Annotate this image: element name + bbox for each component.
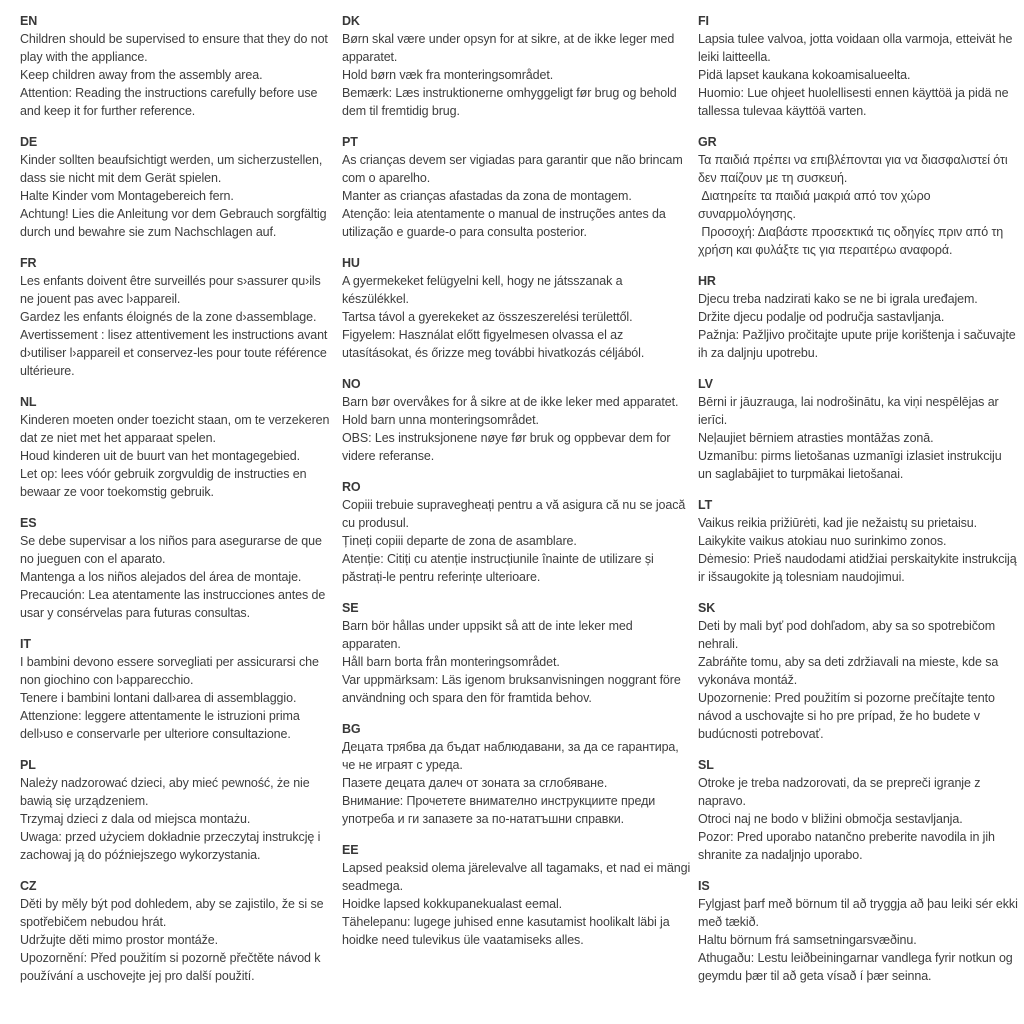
- instruction-sentence: Tenere i bambini lontani dall›area di assemblaggio.: [20, 691, 297, 705]
- lang-code-sk: SK: [698, 601, 716, 615]
- lang-block-fr: [20, 254, 336, 380]
- lang-block-sk: [698, 599, 1018, 743]
- instruction-sentence: Laikykite vaikus atokiau nuo surinkimo zonos.: [698, 534, 947, 548]
- instruction-sentence: Mantenga a los niños alejados del área de montaje.: [20, 570, 302, 584]
- instruction-sentence: Precaución: Lea atentamente las instrucciones antes de usar y consérvelas para futuras consultas.: [20, 588, 329, 620]
- lang-block-en: [20, 12, 336, 120]
- instruction-sentence: Zabráňte tomu, aby sa deti zdržiavali na mieste, kde sa vykonáva montáž.: [698, 655, 1002, 687]
- lang-code-nl: NL: [20, 395, 37, 409]
- instruction-sentence: Children should be supervised to ensure that they do not play with the appliance.: [20, 32, 332, 64]
- lang-code-hu: HU: [342, 256, 360, 270]
- instruction-sentence: Huomio: Lue ohjeet huolellisesti ennen käyttöä ja pidä ne tallessa tulevaa käyttöä varten.: [698, 86, 1012, 118]
- lang-block-gr: [698, 133, 1018, 259]
- lang-code-is: IS: [698, 879, 710, 893]
- instruction-sentence: Børn skal være under opsyn for at sikre, at de ikke leger med apparatet.: [342, 32, 678, 64]
- instruction-sentence: Bērni ir jāuzrauga, lai nodrošinātu, ka viņi nespēlējas ar ierīci.: [698, 395, 1002, 427]
- lang-code-ee: EE: [342, 843, 359, 857]
- lang-block-ro: [342, 478, 692, 586]
- instruction-sentence: Bemærk: Læs instruktionerne omhyggeligt før brug og behold dem til fremtidig brug.: [342, 86, 681, 118]
- instruction-sentence: Manter as crianças afastadas da zona de montagem.: [342, 189, 632, 203]
- instruction-sentence: Udržujte děti mimo prostor montáže.: [20, 933, 218, 947]
- instruction-sentence: Внимание: Прочетете внимателно инструкциите преди употреба и ги запазете за по-нататъшни справки.: [342, 794, 659, 826]
- instruction-sentence: Držite djecu podalje od područja sastavljanja.: [698, 310, 945, 324]
- lang-block-sl: [698, 756, 1018, 864]
- lang-code-pt: PT: [342, 135, 358, 149]
- instruction-sentence: Προσοχή: Διαβάστε προσεκτικά τις οδηγίες πριν από τη χρήση και φυλάξτε τις για περαιτέρω αναφορά.: [698, 225, 1007, 257]
- instruction-sentence: Attention: Reading the instructions carefully before use and keep it for further reference.: [20, 86, 321, 118]
- instruction-sentence: Atenție: Citiți cu atenție instrucțiunile înainte de utilizare și păstrați-le pentru referințe ulterioare.: [342, 552, 658, 584]
- lang-code-se: SE: [342, 601, 359, 615]
- instruction-sentence: Pažnja: Pažljivo pročitajte upute prije korištenja i sačuvajte ih za daljnju upotrebu.: [698, 328, 1019, 360]
- lang-block-dk: [342, 12, 692, 120]
- instruction-sentence: Let op: lees vóór gebruik zorgvuldig de instructies en bewaar ze voor toekomstig gebruik.: [20, 467, 310, 499]
- instruction-sentence: Atenção: leia atentamente o manual de instruções antes da utilização e guarde-o para consulta posterior.: [342, 207, 670, 239]
- instruction-sentence: Děti by měly být pod dohledem, aby se zajistilo, že si se spotřebičem nebudou hrát.: [20, 897, 327, 929]
- instruction-sentence: Avertissement : lisez attentivement les instructions avant d›utiliser l›appareil et conservez-les pour toute référence ultérieure.: [20, 328, 331, 378]
- lang-block-nl: [20, 393, 336, 501]
- instruction-sentence: Achtung! Lies die Anleitung vor dem Gebrauch sorgfältig durch und bewahre sie zum Nachschlagen auf.: [20, 207, 330, 239]
- instruction-sentence: Vaikus reikia prižiūrėti, kad jie nežaistų su prietaisu.: [698, 516, 978, 530]
- lang-block-cz: [20, 877, 336, 985]
- instruction-sentence: Neļaujiet bērniem atrasties montāžas zonā.: [698, 431, 934, 445]
- lang-block-se: [342, 599, 692, 707]
- instruction-sentence: Lapsia tulee valvoa, jotta voidaan olla varmoja, etteivät he leiki laitteella.: [698, 32, 1016, 64]
- language-columns: [20, 12, 1024, 998]
- instruction-sentence: Hold barn unna monteringsområdet.: [342, 413, 539, 427]
- lang-block-it: [20, 635, 336, 743]
- instruction-sentence: Halte Kinder vom Montagebereich fern.: [20, 189, 234, 203]
- instruction-sentence: Athugaðu: Lestu leiðbeiningarnar vandlega fyrir notkun og geymdu þær til að geta vísað í þær seinna.: [698, 951, 1017, 983]
- lang-block-no: [342, 375, 692, 465]
- lang-block-lv: [698, 375, 1018, 483]
- instruction-sentence: Lapsed peaksid olema järelevalve all tagamaks, et nad ei mängi seadmega.: [342, 861, 694, 893]
- instruction-sentence: Децата трябва да бъдат наблюдавани, за да се гарантира, че не играят с уреда.: [342, 740, 683, 772]
- instruction-sentence: Var uppmärksam: Läs igenom bruksanvisningen noggrant före användning och spara den för framtida behov.: [342, 673, 685, 705]
- instruction-sentence: Keep children away from the assembly area.: [20, 68, 263, 82]
- lang-block-hu: [342, 254, 692, 362]
- lang-block-es: [20, 514, 336, 622]
- instruction-sentence: Houd kinderen uit de buurt van het montagegebied.: [20, 449, 301, 463]
- instruction-sentence: Διατηρείτε τα παιδιά μακριά από τον χώρο συναρμολόγησης.: [698, 189, 934, 221]
- instruction-sentence: Otroke je treba nadzorovati, da se prepreči igranje z napravo.: [698, 776, 984, 808]
- lang-block-pl: [20, 756, 336, 864]
- lang-block-hr: [698, 272, 1018, 362]
- instruction-sentence: Se debe supervisar a los niños para asegurarse de que no jueguen con el aparato.: [20, 534, 326, 566]
- instruction-sentence: Należy nadzorować dzieci, aby mieć pewność, że nie bawią się urządzeniem.: [20, 776, 313, 808]
- lang-code-pl: PL: [20, 758, 36, 772]
- instruction-sentence: Țineți copiii departe de zona de asamblare.: [342, 534, 577, 548]
- instruction-sentence: A gyermekeket felügyelni kell, hogy ne játsszanak a készülékkel.: [342, 274, 626, 306]
- instruction-sentence: Upozornění: Před použitím si pozorně přečtěte návod k používání a uschovejte jej pro další použití.: [20, 951, 324, 983]
- column-1: [20, 12, 342, 998]
- lang-code-gr: GR: [698, 135, 717, 149]
- lang-code-bg: BG: [342, 722, 361, 736]
- instruction-sentence: Τα παιδιά πρέπει να επιβλέπονται για να διασφαλιστεί ότι δεν παίζουν με τη συσκευή.: [698, 153, 1011, 185]
- instruction-sentence: As crianças devem ser vigiadas para garantir que não brincam com o aparelho.: [342, 153, 687, 185]
- instruction-sentence: Kinder sollten beaufsichtigt werden, um sicherzustellen, dass sie nicht mit dem Gerät spielen.: [20, 153, 326, 185]
- lang-block-lt: [698, 496, 1018, 586]
- instruction-sentence: Kinderen moeten onder toezicht staan, om te verzekeren dat ze niet met het apparaat spelen.: [20, 413, 333, 445]
- instruction-sentence: Uzmanību: pirms lietošanas uzmanīgi izlasiet instrukciju un saglabājiet to turpmākai lietošanai.: [698, 449, 1005, 481]
- instruction-sentence: Haltu börnum frá samsetningarsvæðinu.: [698, 933, 917, 947]
- instruction-sentence: Uwaga: przed użyciem dokładnie przeczytaj instrukcję i zachowaj ją do późniejszego wykorzystania.: [20, 830, 324, 862]
- lang-code-sl: SL: [698, 758, 714, 772]
- lang-code-ro: RO: [342, 480, 361, 494]
- instruction-sentence: Barn bör hållas under uppsikt så att de inte leker med apparaten.: [342, 619, 636, 651]
- lang-code-no: NO: [342, 377, 361, 391]
- instruction-sentence: Les enfants doivent être surveillés pour s›assurer qu›ils ne jouent pas avec l›appareil.: [20, 274, 325, 306]
- instruction-sentence: Dėmesio: Prieš naudodami atidžiai perskaitykite instrukciją ir išsaugokite ją tolesniam naudojimui.: [698, 552, 1020, 584]
- instruction-sentence: Otroci naj ne bodo v bližini območja sestavljanja.: [698, 812, 963, 826]
- instruction-sentence: I bambini devono essere sorvegliati per assicurarsi che non giochino con l›apparecchio.: [20, 655, 323, 687]
- instruction-sentence: Figyelem: Használat előtt figyelmesen olvassa el az utasításokat, és őrizze meg további hivatkozás céljából.: [342, 328, 645, 360]
- lang-code-fr: FR: [20, 256, 37, 270]
- instruction-sentence: Tähelepanu: lugege juhised enne kasutamist hoolikalt läbi ja hoidke need tulevikus üle vaatamiseks alles.: [342, 915, 673, 947]
- lang-code-it: IT: [20, 637, 31, 651]
- instruction-sentence: Attenzione: leggere attentamente le istruzioni prima dell›uso e conservarle per ulteriore consultazione.: [20, 709, 304, 741]
- lang-code-fi: FI: [698, 14, 709, 28]
- instruction-sentence: Pozor: Pred uporabo natančno preberite navodila in jih shranite za nadaljnjo uporabo.: [698, 830, 999, 862]
- lang-block-bg: [342, 720, 692, 828]
- lang-block-de: [20, 133, 336, 241]
- lang-code-es: ES: [20, 516, 37, 530]
- lang-code-hr: HR: [698, 274, 716, 288]
- instruction-sentence: Tartsa távol a gyerekeket az összeszerelési területtől.: [342, 310, 633, 324]
- column-3: [698, 12, 1024, 998]
- instruction-sentence: Barn bør overvåkes for å sikre at de ikke leker med apparatet.: [342, 395, 679, 409]
- column-2: [342, 12, 698, 962]
- instruction-sentence: Gardez les enfants éloignés de la zone d›assemblage.: [20, 310, 317, 324]
- instruction-sentence: Håll barn borta från monteringsområdet.: [342, 655, 560, 669]
- lang-block-fi: [698, 12, 1018, 120]
- lang-block-ee: [342, 841, 692, 949]
- instruction-sentence: Hold børn væk fra monteringsområdet.: [342, 68, 554, 82]
- lang-code-de: DE: [20, 135, 38, 149]
- instruction-sentence: Pidä lapset kaukana kokoamisalueelta.: [698, 68, 911, 82]
- lang-code-en: EN: [20, 14, 38, 28]
- instruction-sentence: Djecu treba nadzirati kako se ne bi igrala uređajem.: [698, 292, 978, 306]
- instruction-sentence: Upozornenie: Pred použitím si pozorne prečítajte tento návod a uschovajte si ho pre prípad, že ho budete v budúcnosti potrebovať.: [698, 691, 999, 741]
- lang-code-dk: DK: [342, 14, 360, 28]
- instruction-sentence: Trzymaj dzieci z dala od miejsca montażu.: [20, 812, 251, 826]
- lang-block-pt: [342, 133, 692, 241]
- instruction-sentence: Deti by mali byť pod dohľadom, aby sa so spotrebičom nehrali.: [698, 619, 999, 651]
- instruction-sentence: Пазете децата далеч от зоната за сглобяване.: [342, 776, 608, 790]
- lang-code-cz: CZ: [20, 879, 37, 893]
- instruction-sentence: Copiii trebuie supravegheați pentru a vă asigura că nu se joacă cu produsul.: [342, 498, 689, 530]
- instruction-sentence: Fylgjast þarf með börnum til að tryggja að þau leiki sér ekki með tækið.: [698, 897, 1022, 929]
- lang-code-lt: LT: [698, 498, 713, 512]
- instruction-sentence: Hoidke lapsed kokkupanekualast eemal.: [342, 897, 563, 911]
- lang-code-lv: LV: [698, 377, 713, 391]
- lang-block-is: [698, 877, 1022, 985]
- instruction-sentence: OBS: Les instruksjonene nøye før bruk og oppbevar dem for videre referanse.: [342, 431, 674, 463]
